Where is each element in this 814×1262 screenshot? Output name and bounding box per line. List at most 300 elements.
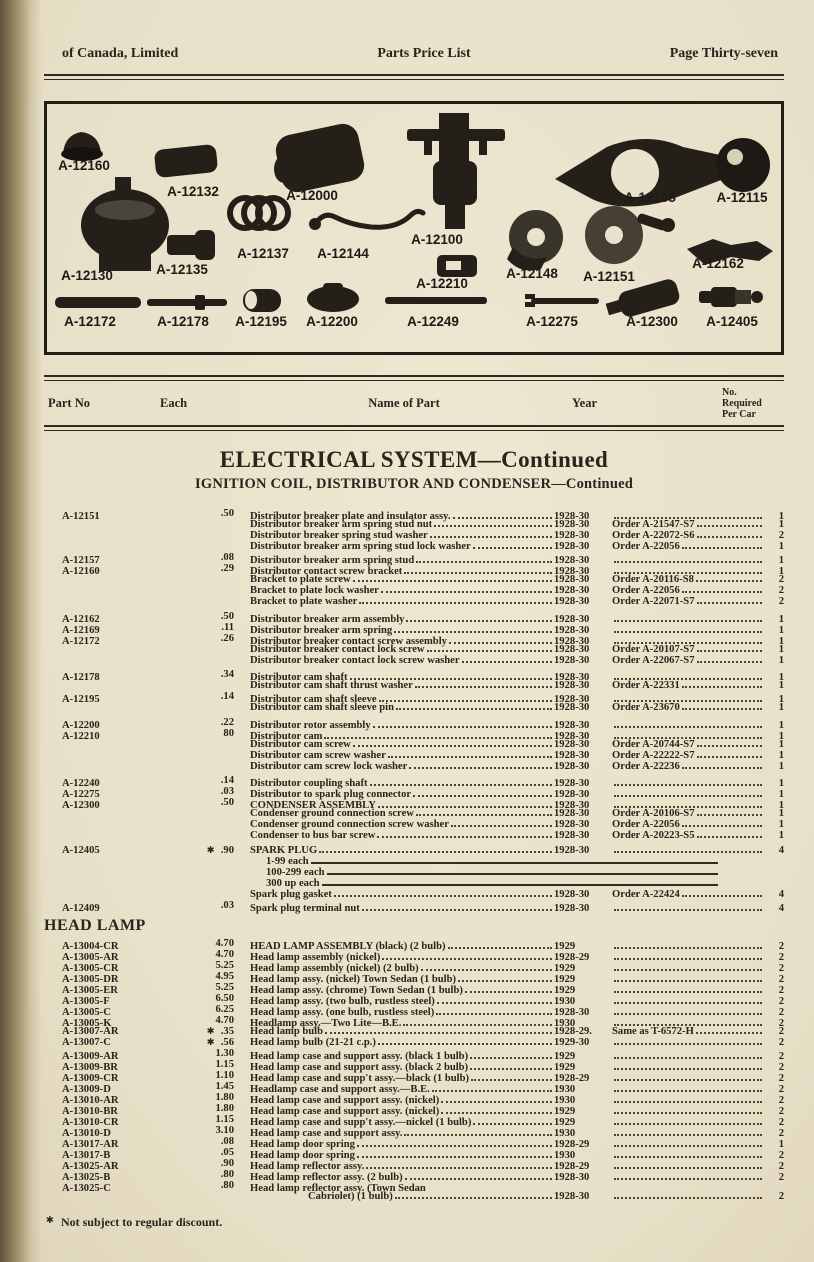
leader-dots (697, 661, 763, 663)
order-cell (612, 808, 764, 819)
leader-dots (370, 784, 552, 786)
leader-dots (614, 1145, 762, 1147)
order-cell (612, 1178, 764, 1182)
leader-dots (381, 591, 552, 593)
qty-per-car: 1 (778, 738, 784, 750)
book-spine-shadow (0, 0, 42, 1262)
part-number: A-13010-AR (62, 1094, 119, 1106)
figure-label: A-12000 (286, 188, 338, 203)
part-number: A-13005-F (62, 995, 110, 1007)
column-year: Year (572, 395, 597, 410)
qty-per-car: 2 (778, 1116, 784, 1128)
part-name: Distributor breaker arm spring (250, 624, 393, 636)
headlamp-rows (44, 938, 784, 1202)
headlamp-section-heading: HEAD LAMP (44, 916, 146, 934)
figure-label: A-12105 (624, 190, 676, 205)
order-cell (612, 1191, 764, 1193)
table-header-rule-bottom (44, 425, 784, 431)
order-cell (612, 1167, 764, 1171)
part-number: A-12160 (62, 566, 100, 577)
price-cell (156, 1004, 236, 1015)
year: 1930 (554, 1127, 576, 1139)
price-each: .35 (220, 1025, 234, 1037)
order-cell (612, 969, 764, 973)
table-row (44, 541, 784, 552)
name-year-cell (236, 680, 612, 691)
order-cell (612, 739, 764, 750)
year: 1928-30 (554, 680, 590, 691)
table-header (44, 375, 784, 431)
price-cell (156, 982, 236, 993)
order-cell (612, 561, 764, 565)
part-name: Head lamp assy. (two bulb, rustless steel) (250, 995, 435, 1007)
part-name: Cabriolet) (1 bulb) (308, 1190, 393, 1202)
part-number: A-13007-AR (62, 1025, 119, 1037)
part-name: Head lamp case and support assy. (black 1 bulb) (250, 1050, 469, 1062)
part-name: Distributor cam shaft (250, 672, 348, 683)
figure-label: A-12405 (706, 314, 758, 329)
leader-dots (614, 784, 762, 786)
part-name: Head lamp case and supp't assy.—nickel (1 bulb) (250, 1116, 472, 1128)
order-cell (612, 530, 764, 541)
name-year-cell (236, 867, 720, 878)
part-name: Distributor breaker contact screw assembly (250, 635, 447, 647)
name-year-cell (236, 541, 612, 552)
figure-label: A-12172 (64, 314, 116, 329)
qty-per-car: 2 (778, 1149, 784, 1161)
table-row (44, 552, 784, 566)
year: 1928-30 (554, 760, 590, 772)
qty-per-car: 2 (778, 1025, 784, 1037)
year: 1930 (554, 1083, 576, 1095)
table-row (44, 1047, 784, 1062)
order-ref: Order A-22424 (612, 888, 680, 900)
table-row (44, 1026, 784, 1037)
price-cell (156, 1136, 236, 1147)
price-each: 6.50 (215, 992, 234, 1004)
year: 1928-30 (554, 778, 590, 789)
leader-dots (614, 980, 762, 982)
figure-label: A-12275 (526, 314, 578, 329)
part-number: A-12300 (62, 800, 100, 811)
qty-per-car: 2 (778, 1050, 784, 1062)
year: 1928-30 (554, 530, 590, 541)
part-name: HEAD LAMP ASSEMBLY (black) (2 bulb) (250, 940, 446, 952)
name-year-cell (236, 761, 612, 772)
leader-dots (614, 851, 762, 853)
leader-dots (696, 580, 762, 582)
order-cell (612, 1197, 764, 1201)
qty-per-car: 1 (778, 519, 784, 530)
name-year-cell (236, 614, 612, 625)
order-cell (612, 726, 764, 730)
leader-dots (325, 1032, 552, 1034)
order-cell (612, 541, 764, 552)
part-number: A-13007-C (62, 1036, 111, 1048)
price-each: .56 (220, 1036, 234, 1048)
table-row (44, 585, 784, 596)
part-number: A-12405 (62, 844, 100, 856)
year: 1929 (554, 1105, 576, 1117)
part-name: Distributor breaker contact lock screw (250, 643, 425, 655)
order-ref: Order A-22331 (612, 680, 680, 691)
table-row (44, 530, 784, 541)
leader-dots (614, 1156, 762, 1158)
table-row (44, 845, 784, 856)
part-name: Head lamp door spring (250, 1149, 355, 1161)
name-year-cell (236, 903, 612, 914)
part-name: Head lamp assy. (nickel) Town Sedan (1 bulb) (250, 973, 457, 985)
name-year-cell (236, 778, 612, 789)
order-cell (612, 596, 764, 607)
table-row (44, 819, 784, 830)
leader-dots (458, 980, 552, 982)
leader-dots (614, 1090, 762, 1092)
part-number: A-13010-D (62, 1127, 111, 1139)
leader-dots (437, 1002, 552, 1004)
price-cell (156, 1158, 236, 1169)
figure-label: A-12100 (411, 232, 463, 247)
order-cell (612, 1013, 764, 1017)
name-year-cell (236, 1084, 612, 1095)
year: 1930 (554, 1017, 576, 1029)
name-year-cell (236, 750, 612, 761)
price-cell (156, 949, 236, 960)
name-year-cell (236, 644, 612, 655)
part-name: Distributor cam screw washer (250, 749, 386, 761)
order-cell (612, 830, 764, 841)
parts-table (44, 508, 784, 1202)
year: 1929 (554, 1061, 576, 1073)
table-row (44, 899, 784, 914)
name-year-cell (236, 963, 612, 974)
part-name: Head lamp assy. (chrome) Town Sedan (1 bulb) (250, 984, 463, 996)
part-name: Distributor breaker contact lock screw washer (250, 654, 460, 666)
leader-dots (448, 947, 552, 949)
year: 1929 (554, 984, 576, 996)
table-row (44, 655, 784, 666)
part-name: Distributor to spark plug connector (250, 789, 412, 800)
part-name: Head lamp assembly (nickel) (2 bulb) (250, 962, 419, 974)
part-name: Head lamp case and support assy. (black 2 bulb) (250, 1061, 469, 1073)
order-cell (612, 702, 764, 713)
leader-dots (319, 851, 552, 853)
leader-dots (697, 836, 763, 838)
page-header (44, 0, 784, 62)
part-number: A-13009-AR (62, 1050, 119, 1062)
qty-per-car: 2 (778, 951, 784, 963)
price-each: 4.70 (215, 948, 234, 960)
leader-dots (473, 1123, 552, 1125)
order-cell (612, 958, 764, 962)
price-cell (156, 1180, 236, 1191)
figure-label: A-12195 (235, 314, 287, 329)
order-cell (612, 1123, 764, 1127)
part-name: Distributor cam shaft thrust washer (250, 680, 413, 691)
header-rule (44, 74, 784, 80)
year: 1930 (554, 1094, 576, 1106)
part-name: Distributor contact screw bracket (250, 566, 403, 577)
price-each: .90 (220, 844, 234, 856)
year: 1928-29 (554, 951, 590, 963)
leader-dots (614, 1043, 762, 1045)
year: 1928-30 (554, 574, 590, 585)
qty-per-car: 1 (778, 789, 784, 800)
price-each: .08 (220, 552, 234, 563)
leader-dots (462, 661, 552, 663)
part-number: A-13025-AR (62, 1160, 119, 1172)
part-name: Distributor breaker plate and insulator assy. (250, 511, 451, 522)
leader-dots (377, 836, 552, 838)
order-cell (612, 1112, 764, 1116)
order-cell (612, 519, 764, 530)
qty-per-car: 2 (778, 995, 784, 1007)
price-each: .03 (220, 899, 234, 911)
table-row (44, 878, 784, 889)
price-each: 5.25 (215, 959, 234, 971)
qty-per-car: 1 (778, 541, 784, 552)
part-name: Bracket to plate lock washer (250, 585, 379, 596)
order-cell (612, 1026, 764, 1037)
price-cell (156, 1048, 236, 1059)
part-number: A-13010-CR (62, 1116, 119, 1128)
leader-dots (697, 602, 763, 604)
column-part-no: Part No (48, 395, 90, 410)
order-cell (612, 1134, 764, 1138)
name-year-cell (236, 1139, 612, 1150)
year: 1928-30 (554, 1190, 590, 1202)
part-number: A-12240 (62, 778, 100, 789)
leader-dots (697, 650, 763, 652)
table-row (44, 1037, 784, 1048)
part-number: A-13009-BR (62, 1061, 118, 1073)
qty-per-car: 1 (778, 830, 784, 841)
leader-dots (614, 909, 762, 911)
leader-dots (378, 1043, 552, 1045)
year: 1929 (554, 962, 576, 974)
order-ref: Order A-22056 (612, 541, 680, 552)
order-ref: Order A-20223-S5 (612, 830, 695, 841)
qty-per-car: 2 (778, 1094, 784, 1106)
leader-dots (406, 620, 552, 622)
order-cell (612, 585, 764, 596)
table-row (44, 669, 784, 683)
price-cell (156, 691, 236, 702)
part-name: Head lamp case and support assy. (nickel) (250, 1105, 440, 1117)
qty-per-car: 2 (778, 530, 784, 541)
order-cell (612, 1079, 764, 1083)
star-icon: ✱ (206, 1025, 215, 1037)
leader-dots (357, 1156, 552, 1158)
column-each: Each (160, 395, 188, 410)
section-subtitle: IGNITION COIL, DISTRIBUTOR AND CONDENSER—Continued (195, 476, 633, 492)
name-year-cell (236, 1073, 612, 1084)
leader-dots (682, 895, 762, 897)
leader-dots (682, 547, 762, 549)
qty-per-car: 4 (778, 902, 784, 914)
price-each: .22 (220, 716, 234, 728)
order-cell (612, 1145, 764, 1149)
price-cell (156, 1092, 236, 1103)
part-name: Distributor coupling shaft (250, 778, 368, 789)
order-cell (612, 620, 764, 624)
price-cell (156, 1015, 236, 1026)
part-name: Head lamp reflector assy. (2 bulb) (250, 1171, 403, 1183)
leader-dots (682, 591, 762, 593)
name-year-cell (236, 1026, 612, 1037)
year: 1928-30 (554, 1171, 590, 1183)
price-cell (156, 938, 236, 949)
table-row (44, 937, 784, 952)
order-cell (612, 1068, 764, 1072)
qty-per-car: 1 (778, 635, 784, 647)
figure-label: A-12148 (506, 266, 558, 281)
year: 1928-30 (554, 830, 590, 841)
part-number: A-12172 (62, 635, 100, 647)
year: 1929-30 (554, 1036, 590, 1048)
part-number: A-13009-CR (62, 1072, 119, 1084)
price-each: 1.10 (215, 1069, 234, 1081)
qty-per-car: 2 (778, 1036, 784, 1048)
leader-dots (614, 1013, 762, 1015)
part-number: A-13025-C (62, 1182, 111, 1194)
order-cell (612, 655, 764, 666)
price-cell (156, 669, 236, 680)
order-ref: Same as T-6572-H (612, 1025, 694, 1037)
price-cell (156, 633, 236, 644)
year: 1930 (554, 1149, 576, 1161)
leader-dots (353, 580, 552, 582)
price-each: 1.80 (215, 1102, 234, 1114)
price-each: .90 (220, 1157, 234, 1169)
order-ref: Order A-20744-S7 (612, 738, 695, 750)
name-year-cell (236, 941, 612, 952)
part-name: Distributor breaker spring stud washer (250, 530, 428, 541)
name-year-cell (236, 996, 612, 1007)
qty-per-car: 1 (778, 680, 784, 691)
year: 1928-30 (554, 654, 590, 666)
table-row (44, 775, 784, 789)
order-cell (612, 795, 764, 799)
figure-label: A-12160 (58, 158, 110, 173)
order-cell (612, 1043, 764, 1047)
qty-per-car: 1 (778, 694, 784, 705)
leader-dots (465, 991, 552, 993)
qty-per-car: 1 (778, 555, 784, 566)
name-year-cell (236, 720, 612, 731)
price-cell (156, 1169, 236, 1180)
column-required-line3: Per Car (722, 408, 756, 420)
order-cell (612, 819, 764, 830)
leader-dots (451, 825, 552, 827)
leader-dots (682, 825, 762, 827)
leader-dots (427, 650, 552, 652)
leader-dots (614, 726, 762, 728)
name-year-cell (236, 1007, 612, 1018)
order-ref: Order A-20107-S7 (612, 643, 695, 655)
qty-per-car: 1 (778, 800, 784, 811)
leader-dots (697, 814, 763, 816)
part-number: A-13005-AR (62, 951, 119, 963)
price-cell (156, 1103, 236, 1114)
price-each: 1.45 (215, 1080, 234, 1092)
price-each: 1.30 (215, 1047, 234, 1059)
order-cell (612, 980, 764, 984)
order-cell (612, 574, 764, 585)
part-name: Headlamp case and support assy.—B.E. (250, 1083, 430, 1095)
price-cell (156, 1059, 236, 1070)
year: 1928-30 (554, 808, 590, 819)
price-cell (156, 786, 236, 797)
part-name: Distributor rotor assembly (250, 719, 371, 731)
price-cell (156, 611, 236, 622)
part-name: Distributor cam shaft sleeve (250, 694, 377, 705)
year: 1928-30 (554, 789, 590, 800)
leader-dots (697, 756, 763, 758)
name-year-cell (236, 845, 612, 856)
order-ref: Order A-22072-S6 (612, 530, 695, 541)
order-cell (612, 680, 764, 691)
name-year-cell (236, 596, 612, 607)
name-year-cell (236, 1172, 612, 1183)
part-name: Distributor breaker arm spring stud (250, 555, 415, 566)
name-year-cell (236, 530, 612, 541)
qty-per-car: 1 (778, 566, 784, 577)
price-cell (156, 717, 236, 728)
order-cell (612, 1002, 764, 1006)
star-icon: ✱ (206, 1036, 215, 1048)
part-name: Head lamp case and support assy. (nickel) (250, 1094, 440, 1106)
qty-per-car: 2 (778, 1006, 784, 1018)
order-cell (612, 784, 764, 788)
price-cell (156, 552, 236, 563)
order-cell (612, 991, 764, 995)
leader-dots (373, 726, 552, 728)
part-name: Condenser to bus bar screw (250, 830, 376, 841)
name-year-cell (236, 985, 612, 996)
order-ref: Order A-22071-S7 (612, 596, 695, 607)
price-each: .26 (220, 632, 234, 644)
qty-per-car: 2 (778, 940, 784, 952)
leader-dots (682, 767, 762, 769)
part-name: Head lamp assy. (one bulb, rustless steel) (250, 1006, 435, 1018)
column-required-per-car (722, 387, 784, 420)
order-cell (612, 750, 764, 761)
leader-dots (441, 1112, 552, 1114)
qty-per-car: 1 (778, 1138, 784, 1150)
part-name: Head lamp bulb (21-21 c.p.) (250, 1036, 376, 1048)
price-cell (156, 1070, 236, 1081)
order-ref: Order A-20116-S8 (612, 574, 694, 585)
leader-dots (697, 525, 763, 527)
price-cell (156, 1114, 236, 1125)
year: 1928-30 (554, 541, 590, 552)
order-cell (612, 1156, 764, 1160)
leader-dots (430, 536, 552, 538)
price-each: .50 (220, 508, 234, 519)
part-name: Head lamp case and support assy. (250, 1127, 403, 1139)
order-cell (612, 761, 764, 772)
price-each: 80 (223, 727, 234, 739)
leader-dots (395, 1197, 552, 1199)
part-number: A-13010-BR (62, 1105, 118, 1117)
figure-label: A-12210 (416, 276, 468, 291)
part-number: A-12178 (62, 672, 100, 683)
price-cell (156, 563, 236, 574)
leader-dots (614, 1123, 762, 1125)
price-cell (156, 960, 236, 971)
leader-dots (436, 1013, 552, 1015)
